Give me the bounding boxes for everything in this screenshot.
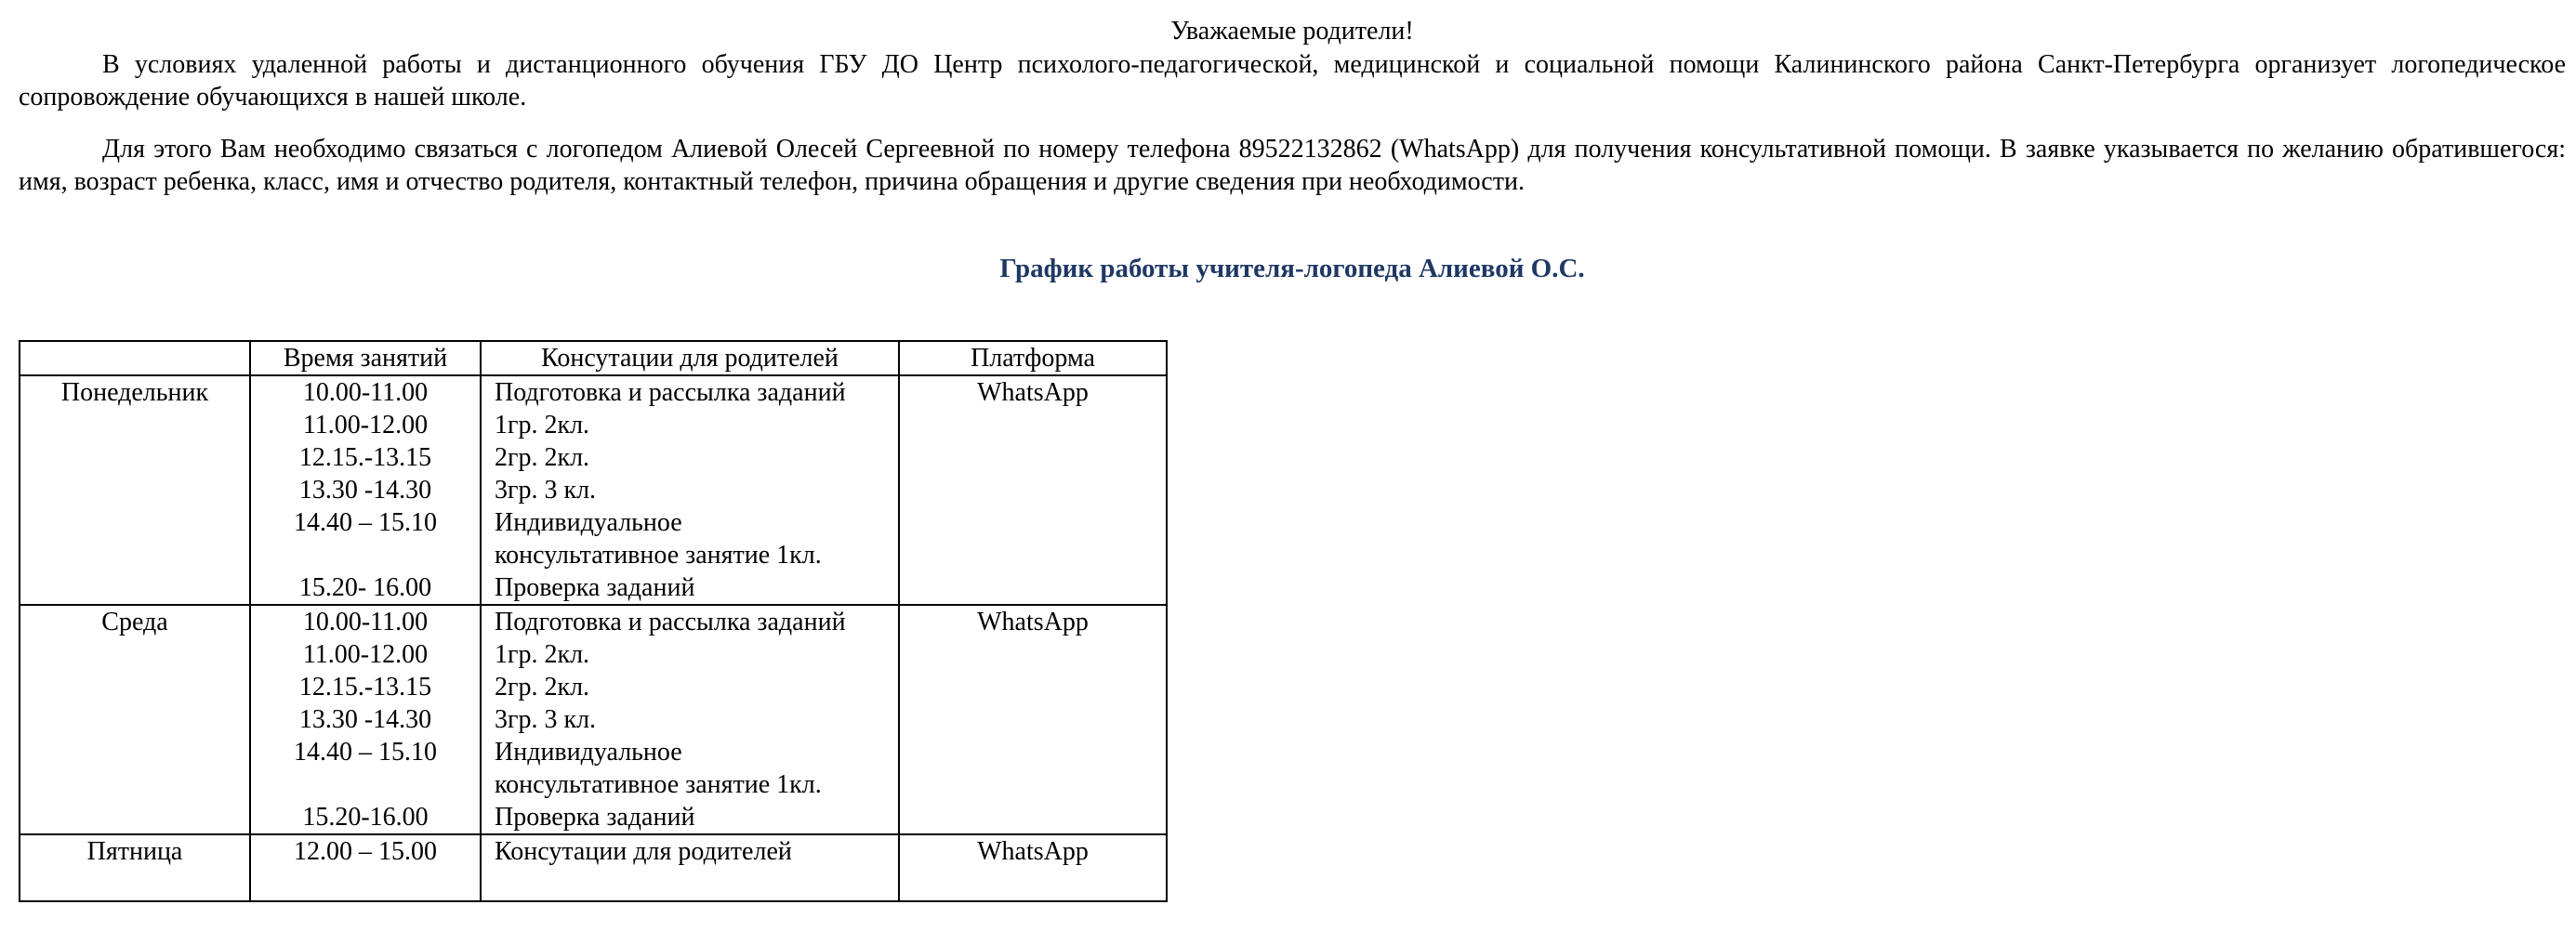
time-cell — [250, 605, 481, 834]
activity-line: 3гр. 3 кл. — [495, 476, 597, 505]
time-cell — [250, 375, 481, 605]
schedule-table — [19, 340, 1168, 902]
activity-line: Индивидуальное — [495, 738, 682, 767]
intro-paragraph: В условиях удаленной работы и дистанционного обучения ГБУ ДО Центр психолого-педагогической, медицинской и социальной помощи Калининского района Санкт-Петербурга организует логопедическое сопровождение обучающихся в нашей школе. — [19, 50, 2566, 111]
activity-line: Консутации для родителей — [495, 837, 792, 866]
day-cell: Среда — [20, 605, 250, 834]
time-slot-blank — [264, 768, 467, 801]
activity-line: 1гр. 2кл. — [495, 411, 590, 439]
activity-line: Индивидуальное — [495, 508, 682, 537]
time-slot: 12.15.-13.15 — [298, 443, 432, 472]
header-time: Время занятий — [250, 341, 481, 375]
time-slot: 12.15.-13.15 — [298, 673, 432, 702]
platform-cell: WhatsApp — [899, 375, 1167, 605]
time-slot: 11.00-12.00 — [302, 640, 429, 669]
activity-line: консультативное занятие 1кл. — [495, 541, 822, 570]
time-slot: 15.20- 16.00 — [298, 573, 432, 602]
activity-line: 2гр. 2кл. — [495, 443, 590, 472]
time-slot: 15.20-16.00 — [302, 803, 429, 832]
platform-cell: WhatsApp — [899, 834, 1167, 901]
activity-line: Проверка заданий — [495, 803, 695, 832]
activity-cell — [481, 605, 899, 834]
header-platform: Платформа — [899, 341, 1167, 375]
activity-line: 1гр. 2кл. — [495, 640, 590, 669]
table-header-row — [20, 341, 1167, 375]
activity-cell — [481, 834, 899, 901]
time-slot: 13.30 -14.30 — [298, 705, 432, 734]
activity-line: Подготовка и рассылка заданий — [495, 608, 846, 636]
time-slot: 10.00-11.00 — [302, 378, 429, 407]
schedule-heading: График работы учителя-логопеда Алиевой О.С. — [999, 254, 1585, 283]
day-cell: Понедельник — [20, 375, 250, 605]
document-page — [19, 15, 2566, 286]
time-slot: 11.00-12.00 — [302, 411, 429, 439]
table-row — [20, 605, 1167, 834]
contact-paragraph: Для этого Вам необходимо связаться с логопедом Алиевой Олесей Сергеевной по номеру телефона 89522132862 (WhatsApp) для получения консультативной помощи. В заявке указывается по желанию обратившегося: имя, возраст ребенка, класс, имя и отчество родителя, контактный телефон, причина обращения и другие сведения при необходимости. — [19, 135, 2566, 196]
platform-cell: WhatsApp — [899, 605, 1167, 834]
table-row — [20, 375, 1167, 605]
activity-line: Подготовка и рассылка заданий — [495, 378, 846, 407]
table-row — [20, 834, 1167, 901]
activity-line: консультативное занятие 1кл. — [495, 770, 822, 799]
activity-cell — [481, 375, 899, 605]
time-slot: 14.40 – 15.10 — [294, 738, 437, 767]
header-day — [20, 341, 250, 375]
day-cell: Пятница — [20, 834, 250, 901]
time-slot-blank — [264, 539, 467, 571]
greeting: Уважаемые родители! — [1170, 17, 1414, 46]
activity-line: 3гр. 3 кл. — [495, 705, 597, 734]
activity-line: Проверка заданий — [495, 573, 695, 602]
activity-line: 2гр. 2кл. — [495, 673, 590, 702]
header-consult: Консутации для родителей — [481, 341, 899, 375]
time-slot: 10.00-11.00 — [302, 608, 429, 636]
time-slot: 12.00 – 15.00 — [294, 837, 437, 866]
time-slot: 14.40 – 15.10 — [294, 508, 437, 537]
time-slot: 13.30 -14.30 — [298, 476, 432, 505]
time-cell — [250, 834, 481, 901]
